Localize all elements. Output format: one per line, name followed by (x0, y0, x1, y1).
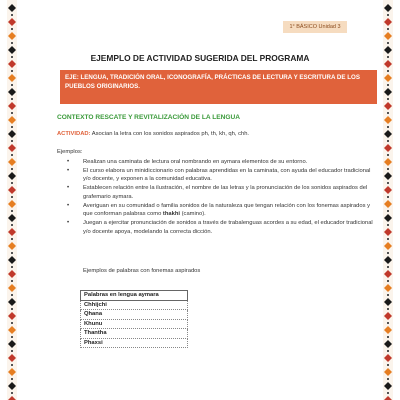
page-title: EJEMPLO DE ACTIVIDAD SUGERIDA DEL PROGRAMA (90, 53, 310, 63)
pattern-icon (383, 0, 393, 400)
table-row: Qhana (81, 310, 188, 320)
eje-banner: EJE: LENGUA, TRADICIÓN ORAL, ICONOGRAFÍA, PRÁCTICAS DE LECTURA Y ESCRITURA DE LOS PUEBLOS ORIGINARIOS. (60, 70, 377, 104)
list-item: • El curso elabora un minidiccionario con palabras aprendidas en la caminata, con ayuda del educador tradicional y/o docente, y exponen a la comunidad educativa. (83, 167, 378, 184)
activity-line (57, 131, 249, 137)
activity-label: ACTIVIDAD: (57, 131, 91, 137)
pattern-icon (7, 0, 17, 400)
list-tail-text: Ejemplos de palabras con fonemas aspirados (83, 268, 201, 274)
decorative-border-right (383, 0, 393, 400)
list-item: • Establecen relación entre la ilustración, el nombre de las letras y la pronunciación de los sonidos aspirados del grafemario aymara. (83, 184, 378, 201)
decorative-border-left (7, 0, 17, 400)
section-heading: CONTEXTO RESCATE Y REVITALIZACIÓN DE LA LENGUA (57, 114, 241, 121)
list-item: • Realizan una caminata de lectura oral nombrando en aymara elementos de su entorno. (83, 158, 378, 166)
unit-tag: 1° BÁSICO Unidad 3 (283, 21, 347, 33)
activity-text: Asocian la letra con los sonidos aspirados ph, th, kh, qh, chh. (90, 131, 250, 137)
examples-label: Ejemplos: (57, 149, 83, 155)
list-item: • Juegan a ejercitar pronunciación de sonidos a través de trabalenguas acordes a su edad, el educador tradicional y/o docente apoya, modelando la correcta dicción. (83, 219, 378, 236)
table-row: Phaxsi (81, 338, 188, 348)
table-row: Khunu (81, 319, 188, 329)
table-row: Chhijchi (81, 300, 188, 310)
list-item: • Averiguan en su comunidad o familia sonidos de la naturaleza que tengan relación con los fonemas aspirados y que conforman palabras como thakhi (camino). (83, 202, 378, 219)
table-row: Thantha (81, 329, 188, 339)
bold-word: thakhi (162, 211, 180, 218)
word-table (80, 290, 188, 348)
table-header: Palabras en lengua aymara (81, 291, 188, 301)
examples-list (57, 158, 378, 237)
